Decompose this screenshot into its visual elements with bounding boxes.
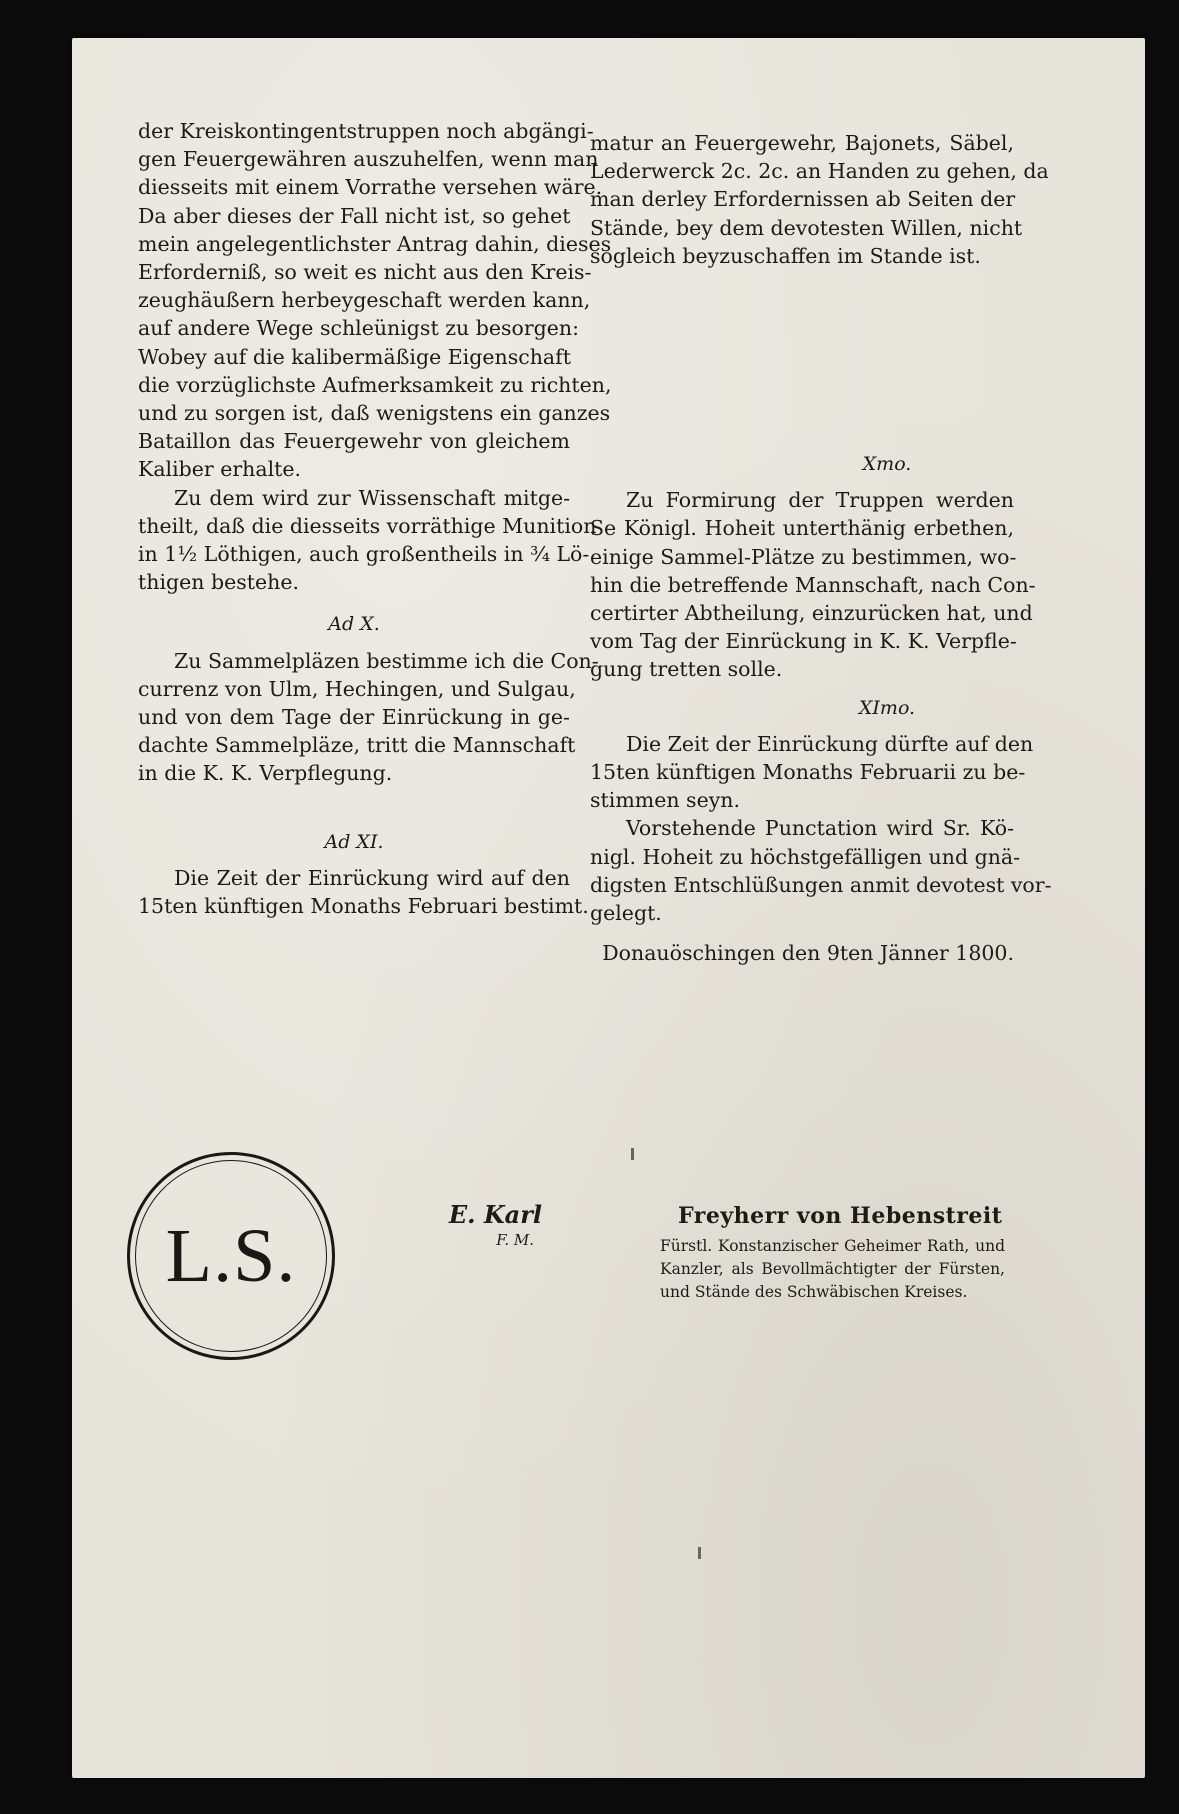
text-line: vom Tag der Einrückung in K. K. Verpfle- bbox=[590, 629, 1017, 654]
text-line: Die Zeit der Einrückung wird auf den bbox=[174, 865, 570, 890]
right-heading-xmo: Xmo. bbox=[862, 453, 912, 476]
text-line: auf andere Wege schleünigst zu besorgen: bbox=[138, 316, 580, 341]
text-line: 15ten künftigen Monaths Februari bestimt. bbox=[138, 894, 589, 919]
ink-mark bbox=[631, 1148, 634, 1160]
signature-left-name: E. Karl bbox=[448, 1200, 542, 1229]
text-line: man derley Erfordernissen ab Seiten der bbox=[590, 187, 1016, 212]
signature-right-title bbox=[660, 1235, 1005, 1304]
text-line: und von dem Tage der Einrückung in ge- bbox=[138, 705, 570, 730]
left-paragraph-2 bbox=[138, 484, 597, 597]
text-line: die vorzüglichste Aufmerksamkeit zu richten, bbox=[138, 372, 612, 397]
right-paragraph-ximo bbox=[590, 730, 1034, 815]
seal-stamp bbox=[127, 1152, 335, 1360]
text-line: stimmen seyn. bbox=[590, 788, 740, 813]
left-heading-ad-x: Ad X. bbox=[328, 613, 380, 636]
text-line: Kaliber erhalte. bbox=[138, 457, 302, 482]
text-line: digsten Entschlüßungen anmit devotest vor- bbox=[590, 872, 1052, 897]
text-line: theilt, daß die diesseits vorräthige Munition bbox=[138, 513, 597, 538]
signature-right-title-line: Kanzler, als Bevollmächtigter der Fürsten, bbox=[660, 1260, 1005, 1278]
text-line: dachte Sammelpläze, tritt die Mannschaft bbox=[138, 733, 576, 758]
text-line: hin die betreffende Mannschaft, nach Con- bbox=[590, 572, 1036, 597]
signature-right-title-line: und Stände des Schwäbischen Kreises. bbox=[660, 1283, 968, 1301]
signature-right bbox=[660, 1203, 1005, 1304]
text-line: gen Feuergewähren auszuhelfen, wenn man bbox=[138, 147, 599, 172]
text-line: zeughäußern herbeygeschaft werden kann, bbox=[138, 288, 591, 313]
text-line: gung tretten solle. bbox=[590, 657, 783, 682]
text-line: Bataillon das Feuergewehr von gleichem bbox=[138, 429, 570, 454]
right-paragraph-1 bbox=[590, 129, 1049, 270]
text-line: einige Sammel-Plätze zu bestimmen, wo- bbox=[590, 544, 1017, 569]
text-line: Zu Formirung der Truppen werden bbox=[626, 488, 1014, 513]
right-paragraph-xmo bbox=[590, 486, 1036, 683]
text-line: mein angelegentlichster Antrag dahin, dieses bbox=[138, 231, 612, 256]
text-line: Stände, bey dem devotesten Willen, nicht bbox=[590, 215, 1023, 240]
text-line: currenz von Ulm, Hechingen, und Sulgau, bbox=[138, 676, 576, 701]
text-line: matur an Feuergewehr, Bajonets, Säbel, bbox=[590, 131, 1014, 155]
left-column bbox=[138, 117, 612, 920]
right-heading-ximo: XImo. bbox=[858, 696, 916, 719]
signature-left bbox=[442, 1200, 542, 1249]
ink-mark bbox=[698, 1547, 701, 1559]
text-line: Lederwerck 2c. 2c. an Handen zu gehen, da bbox=[590, 159, 1049, 184]
right-paragraph-closing bbox=[590, 814, 1052, 927]
left-paragraph-1 bbox=[138, 117, 612, 484]
left-heading-ad-xi: Ad XI. bbox=[324, 830, 384, 853]
text-line: Da aber dieses der Fall nicht ist, so gehet bbox=[138, 203, 571, 228]
signature-right-name: Freyherr von Hebenstreit bbox=[678, 1203, 1003, 1229]
text-line: nigl. Hoheit zu höchstgefälligen und gnä- bbox=[590, 844, 1021, 869]
left-paragraph-ad-x bbox=[138, 647, 599, 788]
text-line: Zu dem wird zur Wissenschaft mitge- bbox=[174, 485, 570, 510]
text-line: in 1½ Löthigen, auch großentheils in ¾ Lö- bbox=[138, 542, 590, 567]
text-line: Erforderniß, so weit es nicht aus den Kreis- bbox=[138, 260, 592, 285]
text-line: 15ten künftigen Monaths Februarii zu be- bbox=[590, 760, 1026, 785]
text-line: Vorstehende Punctation wird Sr. Kö- bbox=[626, 816, 1014, 841]
text-line: und zu sorgen ist, daß wenigstens ein ganzes bbox=[138, 401, 611, 426]
text-line: thigen bestehe. bbox=[138, 570, 299, 595]
signature-left-title: F. M. bbox=[496, 1231, 534, 1249]
seal-text: L.S. bbox=[165, 1214, 297, 1298]
text-line: Se Königl. Hoheit unterthänig erbethen, bbox=[590, 516, 1014, 541]
text-line: der Kreiskontingentstruppen noch abgängi- bbox=[138, 119, 594, 143]
text-line: in die K. K. Verpflegung. bbox=[138, 761, 393, 786]
text-line: certirter Abtheilung, einzurücken hat, und bbox=[590, 601, 1033, 626]
text-line: Zu Sammelpläzen bestimme ich die Con- bbox=[174, 648, 599, 673]
text-line: diesseits mit einem Vorrathe versehen wäre. bbox=[138, 175, 603, 200]
signature-right-title-line: Fürstl. Konstanzischer Geheimer Rath, und bbox=[660, 1237, 1005, 1255]
text-line: sogleich beyzuschaffen im Stande ist. bbox=[590, 243, 981, 268]
right-column bbox=[590, 129, 1052, 967]
left-paragraph-ad-xi bbox=[138, 864, 589, 920]
text-line: gelegt. bbox=[590, 901, 662, 926]
text-line: Wobey auf die kalibermäßige Eigenschaft bbox=[138, 344, 571, 369]
text-line: Die Zeit der Einrückung dürfte auf den bbox=[626, 731, 1034, 756]
date-line: Donauöschingen den 9ten Jänner 1800. bbox=[602, 941, 1014, 966]
